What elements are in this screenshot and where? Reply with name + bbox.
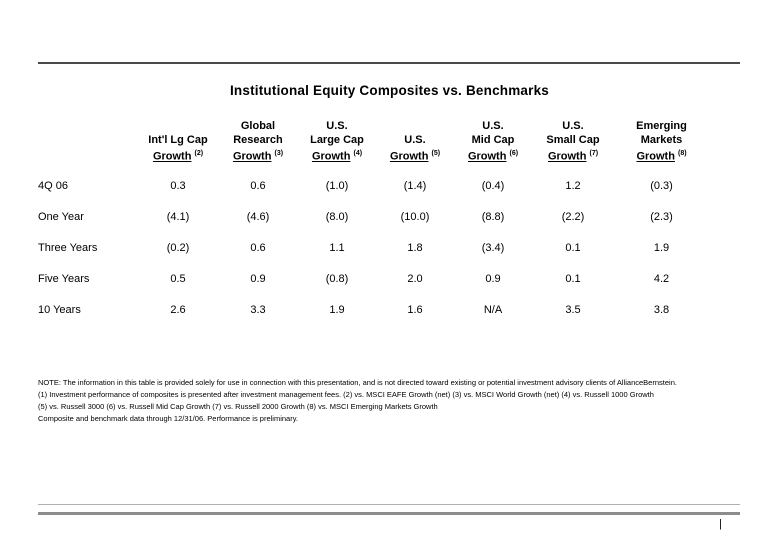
table-cell: 3.3	[250, 303, 266, 316]
table-row	[38, 232, 709, 263]
growth-label: Growth	[389, 151, 429, 163]
footnote-line: Composite and benchmark data through 12/31/06. Performance is preliminary.	[38, 414, 298, 423]
table-header-row	[38, 108, 709, 170]
table-cell: (1.0)	[325, 179, 349, 192]
table-row	[38, 170, 709, 201]
table-cell: 0.1	[565, 272, 581, 285]
column-header-line: U.S.	[404, 134, 426, 147]
table-cell: 0.6	[250, 179, 266, 192]
table-cell: 1.1	[329, 241, 345, 254]
table-cell: 1.2	[565, 179, 581, 192]
top-divider-rule	[38, 62, 740, 64]
table-cell: 2.6	[170, 303, 186, 316]
table-cell: 0.5	[170, 272, 186, 285]
footnote-line: (5) vs. Russell 3000 (6) vs. Russell Mid Cap Growth (7) vs. Russell 2000 Growth (8) vs. MSCI Emerging Markets Growth	[38, 402, 438, 411]
table-cell: 0.6	[250, 241, 266, 254]
column-header-growth-line	[614, 147, 709, 164]
table-cell: (10.0)	[400, 210, 430, 223]
composites-vs-benchmarks-table	[38, 108, 709, 325]
table-cell: (8.0)	[325, 210, 349, 223]
footnote-line: NOTE: The information in this table is provided solely for use in connection with this presentation, and is not directed toward existing or potential investment advisory clients of AllianceBernstein.	[38, 378, 677, 387]
table-cell: 1.9	[653, 241, 670, 254]
table-cell: (0.3)	[650, 179, 673, 192]
table-cell: 0.3	[170, 179, 186, 192]
table-cell: (4.1)	[166, 210, 190, 223]
growth-label: Growth	[467, 151, 507, 163]
table-cell: 4.2	[653, 272, 670, 285]
column-header-growth-line	[298, 147, 376, 164]
table-row	[38, 201, 709, 232]
column-header-3	[376, 108, 454, 170]
footnote-superscript: (3)	[274, 150, 284, 158]
growth-label: Growth	[311, 151, 351, 163]
column-header-line: Int'l Lg Cap	[148, 134, 208, 147]
row-label: One Year	[38, 210, 84, 223]
table-cell: 3.5	[565, 303, 581, 316]
footnotes-block	[38, 377, 748, 425]
table-cell: 1.8	[407, 241, 423, 254]
table-cell: (4.6)	[246, 210, 270, 223]
column-header-line: Large Cap	[310, 134, 364, 147]
column-header-1	[218, 108, 298, 170]
table-cell: (2.2)	[561, 210, 585, 223]
table-cell: 1.6	[407, 303, 423, 316]
column-header-2	[298, 108, 376, 170]
table-cell: (3.4)	[481, 241, 505, 254]
page-title: Institutional Equity Composites vs. Benchmarks	[229, 83, 549, 98]
table-cell: (0.2)	[166, 241, 190, 254]
column-header-6	[614, 108, 709, 170]
column-header-growth-line	[138, 147, 218, 164]
growth-label: Growth	[232, 151, 272, 163]
column-header-growth-line	[218, 147, 298, 164]
table-cell: 0.1	[565, 241, 581, 254]
column-header-growth-line	[376, 147, 454, 164]
footnote-superscript: (7)	[589, 150, 599, 158]
column-header-line: U.S.	[482, 120, 504, 133]
growth-label: Growth	[547, 151, 587, 163]
column-header-line: Global	[240, 120, 276, 133]
column-header-0	[138, 108, 218, 170]
table-row	[38, 294, 709, 325]
column-header-line: Research	[233, 134, 283, 147]
table-cell: 1.9	[329, 303, 345, 316]
table-cell: 3.8	[653, 303, 670, 316]
footnote-superscript: (5)	[431, 150, 441, 158]
table-cell: N/A	[483, 303, 503, 316]
table-cell: 0.9	[250, 272, 266, 285]
column-header-line: Small Cap	[546, 134, 600, 147]
footnote-superscript: (4)	[353, 150, 363, 158]
table-cell: (2.3)	[650, 210, 673, 223]
footnote-superscript: (6)	[509, 150, 519, 158]
column-header-line: Emerging	[636, 120, 687, 133]
growth-label: Growth	[152, 151, 192, 163]
row-label: 10 Years	[38, 303, 81, 316]
table-cell: (1.4)	[403, 179, 427, 192]
page-number-marker: |	[719, 518, 722, 530]
row-label: 4Q 06	[38, 179, 68, 192]
row-label: Five Years	[38, 272, 90, 285]
footnote-superscript: (2)	[194, 150, 204, 158]
row-label: Three Years	[38, 241, 98, 254]
column-header-growth-line	[532, 147, 614, 164]
table-cell: (0.8)	[325, 272, 349, 285]
table-cell: (0.4)	[481, 179, 505, 192]
footnote-line: (1) Investment performance of composites is presented after investment management fees. (2) vs. MSCI EAFE Growth (net) (3) vs. MSCI World Growth (net) (4) vs. Russell 1000 Growth	[38, 390, 654, 399]
column-header-line: U.S.	[562, 120, 584, 133]
table-row	[38, 263, 709, 294]
growth-label: Growth	[636, 151, 675, 163]
table-cell: (8.8)	[481, 210, 505, 223]
column-header-line: Markets	[640, 134, 683, 147]
column-header-5	[532, 108, 614, 170]
bottom-divider-rule-thin	[38, 504, 740, 505]
column-header-4	[454, 108, 532, 170]
bottom-divider-rule-thick	[38, 512, 740, 515]
table-cell: 0.9	[485, 272, 501, 285]
row-label-column-header	[38, 108, 138, 170]
column-header-growth-line	[454, 147, 532, 164]
column-header-line: Mid Cap	[471, 134, 515, 147]
column-header-line: U.S.	[326, 120, 348, 133]
table-cell: 2.0	[407, 272, 423, 285]
footnote-superscript: (8)	[678, 150, 687, 158]
